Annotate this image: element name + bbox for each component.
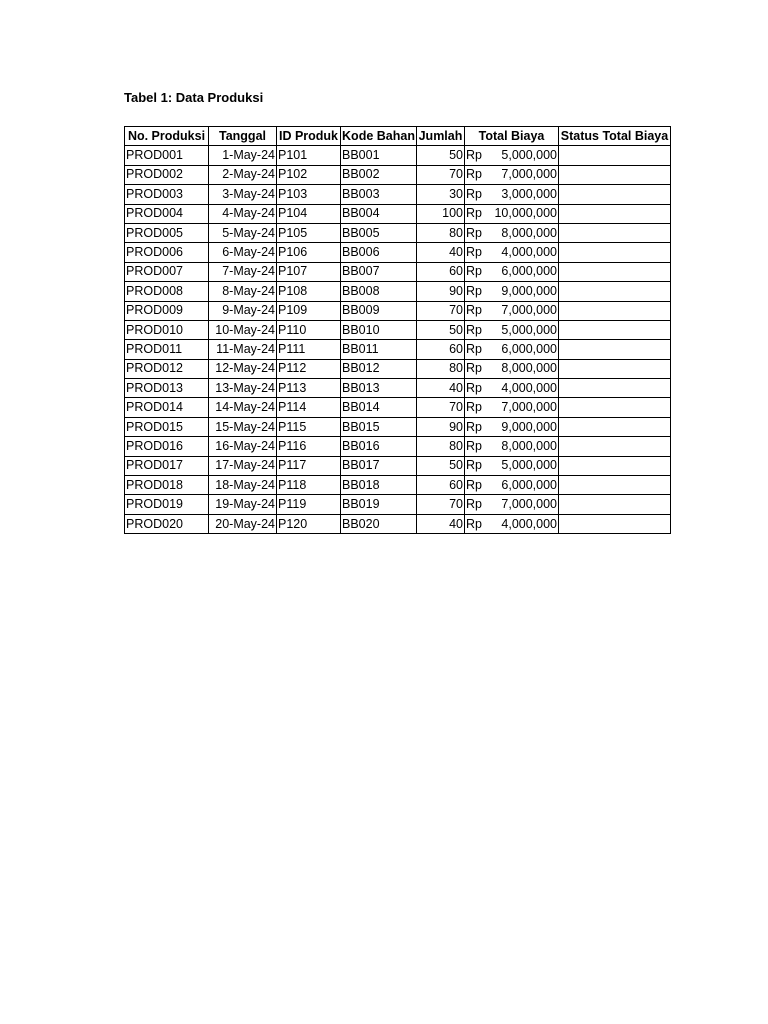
- cell-jumlah: 80: [417, 359, 465, 378]
- amount-value: 5,000,000: [501, 148, 557, 163]
- table-title: Tabel 1: Data Produksi: [124, 90, 264, 105]
- cell-total-biaya: [465, 301, 559, 320]
- currency-symbol: Rp: [466, 206, 482, 221]
- header-id-produk: ID Produk: [277, 127, 341, 146]
- table-row: [125, 262, 671, 281]
- cell-tanggal: 14-May-24: [209, 398, 277, 417]
- amount-value: 5,000,000: [501, 458, 557, 473]
- cell-status-total-biaya: [559, 398, 671, 417]
- cell-no-produksi: PROD003: [125, 185, 209, 204]
- table-row: [125, 320, 671, 339]
- cell-status-total-biaya: [559, 243, 671, 262]
- currency-symbol: Rp: [466, 516, 482, 531]
- amount-value: 7,000,000: [501, 167, 557, 182]
- table-row: [125, 437, 671, 456]
- amount-value: 6,000,000: [501, 341, 557, 356]
- currency-symbol: Rp: [466, 497, 482, 512]
- table-row: [125, 340, 671, 359]
- cell-id-produk: P106: [277, 243, 341, 262]
- cell-status-total-biaya: [559, 262, 671, 281]
- cell-total-biaya: [465, 243, 559, 262]
- cell-tanggal: 12-May-24: [209, 359, 277, 378]
- cell-kode-bahan: BB009: [341, 301, 417, 320]
- cell-no-produksi: PROD018: [125, 476, 209, 495]
- cell-id-produk: P101: [277, 146, 341, 165]
- cell-kode-bahan: BB015: [341, 417, 417, 436]
- cell-status-total-biaya: [559, 437, 671, 456]
- cell-kode-bahan: BB012: [341, 359, 417, 378]
- cell-id-produk: P111: [277, 340, 341, 359]
- cell-total-biaya: [465, 476, 559, 495]
- cell-jumlah: 70: [417, 301, 465, 320]
- cell-id-produk: P108: [277, 282, 341, 301]
- cell-jumlah: 40: [417, 243, 465, 262]
- cell-id-produk: P113: [277, 379, 341, 398]
- cell-total-biaya: [465, 379, 559, 398]
- cell-no-produksi: PROD017: [125, 456, 209, 475]
- cell-kode-bahan: BB014: [341, 398, 417, 417]
- cell-no-produksi: PROD009: [125, 301, 209, 320]
- header-total-biaya: Total Biaya: [465, 127, 559, 146]
- cell-tanggal: 6-May-24: [209, 243, 277, 262]
- table-row: [125, 398, 671, 417]
- cell-id-produk: P114: [277, 398, 341, 417]
- cell-id-produk: P119: [277, 495, 341, 514]
- cell-kode-bahan: BB001: [341, 146, 417, 165]
- table-row: [125, 476, 671, 495]
- cell-jumlah: 40: [417, 379, 465, 398]
- cell-status-total-biaya: [559, 514, 671, 533]
- currency-symbol: Rp: [466, 419, 482, 434]
- cell-tanggal: 4-May-24: [209, 204, 277, 223]
- amount-value: 6,000,000: [501, 477, 557, 492]
- cell-tanggal: 9-May-24: [209, 301, 277, 320]
- cell-no-produksi: PROD016: [125, 437, 209, 456]
- table-row: [125, 514, 671, 533]
- table-row: [125, 223, 671, 242]
- cell-kode-bahan: BB003: [341, 185, 417, 204]
- currency-symbol: Rp: [466, 283, 482, 298]
- cell-no-produksi: PROD002: [125, 165, 209, 184]
- cell-total-biaya: [465, 262, 559, 281]
- table-row: [125, 146, 671, 165]
- table-row: [125, 185, 671, 204]
- table-row: [125, 495, 671, 514]
- cell-jumlah: 60: [417, 476, 465, 495]
- cell-kode-bahan: BB018: [341, 476, 417, 495]
- cell-status-total-biaya: [559, 165, 671, 184]
- cell-jumlah: 60: [417, 262, 465, 281]
- cell-id-produk: P103: [277, 185, 341, 204]
- cell-tanggal: 10-May-24: [209, 320, 277, 339]
- currency-symbol: Rp: [466, 303, 482, 318]
- cell-tanggal: 7-May-24: [209, 262, 277, 281]
- amount-value: 5,000,000: [501, 322, 557, 337]
- cell-no-produksi: PROD014: [125, 398, 209, 417]
- currency-symbol: Rp: [466, 341, 482, 356]
- cell-total-biaya: [465, 514, 559, 533]
- cell-id-produk: P104: [277, 204, 341, 223]
- cell-tanggal: 2-May-24: [209, 165, 277, 184]
- cell-status-total-biaya: [559, 185, 671, 204]
- cell-kode-bahan: BB017: [341, 456, 417, 475]
- cell-no-produksi: PROD006: [125, 243, 209, 262]
- production-table: [124, 126, 671, 534]
- amount-value: 6,000,000: [501, 264, 557, 279]
- amount-value: 7,000,000: [501, 400, 557, 415]
- currency-symbol: Rp: [466, 380, 482, 395]
- table-row: [125, 165, 671, 184]
- cell-status-total-biaya: [559, 417, 671, 436]
- cell-tanggal: 13-May-24: [209, 379, 277, 398]
- cell-status-total-biaya: [559, 223, 671, 242]
- cell-no-produksi: PROD011: [125, 340, 209, 359]
- cell-tanggal: 15-May-24: [209, 417, 277, 436]
- cell-id-produk: P112: [277, 359, 341, 378]
- cell-tanggal: 11-May-24: [209, 340, 277, 359]
- amount-value: 8,000,000: [501, 438, 557, 453]
- amount-value: 4,000,000: [501, 380, 557, 395]
- cell-jumlah: 70: [417, 495, 465, 514]
- table-row: [125, 359, 671, 378]
- cell-kode-bahan: BB019: [341, 495, 417, 514]
- cell-kode-bahan: BB016: [341, 437, 417, 456]
- cell-jumlah: 70: [417, 398, 465, 417]
- amount-value: 9,000,000: [501, 419, 557, 434]
- cell-jumlah: 40: [417, 514, 465, 533]
- currency-symbol: Rp: [466, 167, 482, 182]
- amount-value: 8,000,000: [501, 225, 557, 240]
- currency-symbol: Rp: [466, 361, 482, 376]
- cell-status-total-biaya: [559, 340, 671, 359]
- header-jumlah: Jumlah: [417, 127, 465, 146]
- currency-symbol: Rp: [466, 148, 482, 163]
- cell-total-biaya: [465, 398, 559, 417]
- cell-total-biaya: [465, 417, 559, 436]
- header-kode-bahan: Kode Bahan: [341, 127, 417, 146]
- cell-kode-bahan: BB008: [341, 282, 417, 301]
- table-row: [125, 301, 671, 320]
- cell-status-total-biaya: [559, 379, 671, 398]
- cell-total-biaya: [465, 204, 559, 223]
- cell-status-total-biaya: [559, 282, 671, 301]
- cell-id-produk: P116: [277, 437, 341, 456]
- cell-status-total-biaya: [559, 476, 671, 495]
- table-row: [125, 204, 671, 223]
- currency-symbol: Rp: [466, 245, 482, 260]
- cell-total-biaya: [465, 320, 559, 339]
- cell-id-produk: P107: [277, 262, 341, 281]
- cell-id-produk: P115: [277, 417, 341, 436]
- cell-no-produksi: PROD010: [125, 320, 209, 339]
- table-row: [125, 379, 671, 398]
- cell-total-biaya: [465, 495, 559, 514]
- currency-symbol: Rp: [466, 458, 482, 473]
- cell-tanggal: 1-May-24: [209, 146, 277, 165]
- cell-jumlah: 60: [417, 340, 465, 359]
- cell-jumlah: 90: [417, 417, 465, 436]
- table-row: [125, 417, 671, 436]
- cell-tanggal: 17-May-24: [209, 456, 277, 475]
- cell-jumlah: 50: [417, 456, 465, 475]
- currency-symbol: Rp: [466, 322, 482, 337]
- currency-symbol: Rp: [466, 438, 482, 453]
- currency-symbol: Rp: [466, 225, 482, 240]
- cell-no-produksi: PROD004: [125, 204, 209, 223]
- currency-symbol: Rp: [466, 264, 482, 279]
- cell-status-total-biaya: [559, 204, 671, 223]
- amount-value: 8,000,000: [501, 361, 557, 376]
- amount-value: 3,000,000: [501, 186, 557, 201]
- cell-jumlah: 50: [417, 146, 465, 165]
- cell-no-produksi: PROD007: [125, 262, 209, 281]
- cell-kode-bahan: BB005: [341, 223, 417, 242]
- amount-value: 10,000,000: [494, 206, 557, 221]
- cell-id-produk: P110: [277, 320, 341, 339]
- cell-total-biaya: [465, 185, 559, 204]
- cell-tanggal: 3-May-24: [209, 185, 277, 204]
- cell-tanggal: 8-May-24: [209, 282, 277, 301]
- amount-value: 7,000,000: [501, 497, 557, 512]
- amount-value: 4,000,000: [501, 516, 557, 531]
- cell-total-biaya: [465, 282, 559, 301]
- table-row: [125, 456, 671, 475]
- cell-no-produksi: PROD008: [125, 282, 209, 301]
- cell-id-produk: P120: [277, 514, 341, 533]
- cell-no-produksi: PROD001: [125, 146, 209, 165]
- cell-total-biaya: [465, 165, 559, 184]
- header-tanggal: Tanggal: [209, 127, 277, 146]
- cell-no-produksi: PROD013: [125, 379, 209, 398]
- cell-kode-bahan: BB007: [341, 262, 417, 281]
- cell-no-produksi: PROD020: [125, 514, 209, 533]
- cell-total-biaya: [465, 456, 559, 475]
- cell-id-produk: P102: [277, 165, 341, 184]
- cell-no-produksi: PROD019: [125, 495, 209, 514]
- cell-jumlah: 90: [417, 282, 465, 301]
- cell-no-produksi: PROD012: [125, 359, 209, 378]
- cell-kode-bahan: BB011: [341, 340, 417, 359]
- cell-status-total-biaya: [559, 301, 671, 320]
- table-header-row: [125, 127, 671, 146]
- cell-status-total-biaya: [559, 495, 671, 514]
- cell-id-produk: P118: [277, 476, 341, 495]
- cell-tanggal: 5-May-24: [209, 223, 277, 242]
- cell-no-produksi: PROD005: [125, 223, 209, 242]
- cell-jumlah: 80: [417, 223, 465, 242]
- cell-kode-bahan: BB004: [341, 204, 417, 223]
- header-status-total-biaya: Status Total Biaya: [559, 127, 671, 146]
- cell-kode-bahan: BB006: [341, 243, 417, 262]
- header-no-produksi: No. Produksi: [125, 127, 209, 146]
- cell-total-biaya: [465, 146, 559, 165]
- cell-id-produk: P117: [277, 456, 341, 475]
- currency-symbol: Rp: [466, 186, 482, 201]
- cell-jumlah: 70: [417, 165, 465, 184]
- currency-symbol: Rp: [466, 400, 482, 415]
- cell-kode-bahan: BB002: [341, 165, 417, 184]
- cell-kode-bahan: BB020: [341, 514, 417, 533]
- amount-value: 7,000,000: [501, 303, 557, 318]
- cell-kode-bahan: BB013: [341, 379, 417, 398]
- table-row: [125, 243, 671, 262]
- cell-total-biaya: [465, 223, 559, 242]
- cell-id-produk: P109: [277, 301, 341, 320]
- cell-total-biaya: [465, 437, 559, 456]
- table-body: [125, 146, 671, 534]
- cell-tanggal: 18-May-24: [209, 476, 277, 495]
- cell-status-total-biaya: [559, 456, 671, 475]
- cell-jumlah: 30: [417, 185, 465, 204]
- cell-status-total-biaya: [559, 359, 671, 378]
- cell-tanggal: 20-May-24: [209, 514, 277, 533]
- cell-id-produk: P105: [277, 223, 341, 242]
- cell-tanggal: 19-May-24: [209, 495, 277, 514]
- cell-status-total-biaya: [559, 320, 671, 339]
- cell-total-biaya: [465, 340, 559, 359]
- cell-status-total-biaya: [559, 146, 671, 165]
- cell-kode-bahan: BB010: [341, 320, 417, 339]
- amount-value: 4,000,000: [501, 245, 557, 260]
- cell-jumlah: 50: [417, 320, 465, 339]
- amount-value: 9,000,000: [501, 283, 557, 298]
- cell-jumlah: 80: [417, 437, 465, 456]
- cell-no-produksi: PROD015: [125, 417, 209, 436]
- cell-total-biaya: [465, 359, 559, 378]
- cell-tanggal: 16-May-24: [209, 437, 277, 456]
- cell-jumlah: 100: [417, 204, 465, 223]
- currency-symbol: Rp: [466, 477, 482, 492]
- table-row: [125, 282, 671, 301]
